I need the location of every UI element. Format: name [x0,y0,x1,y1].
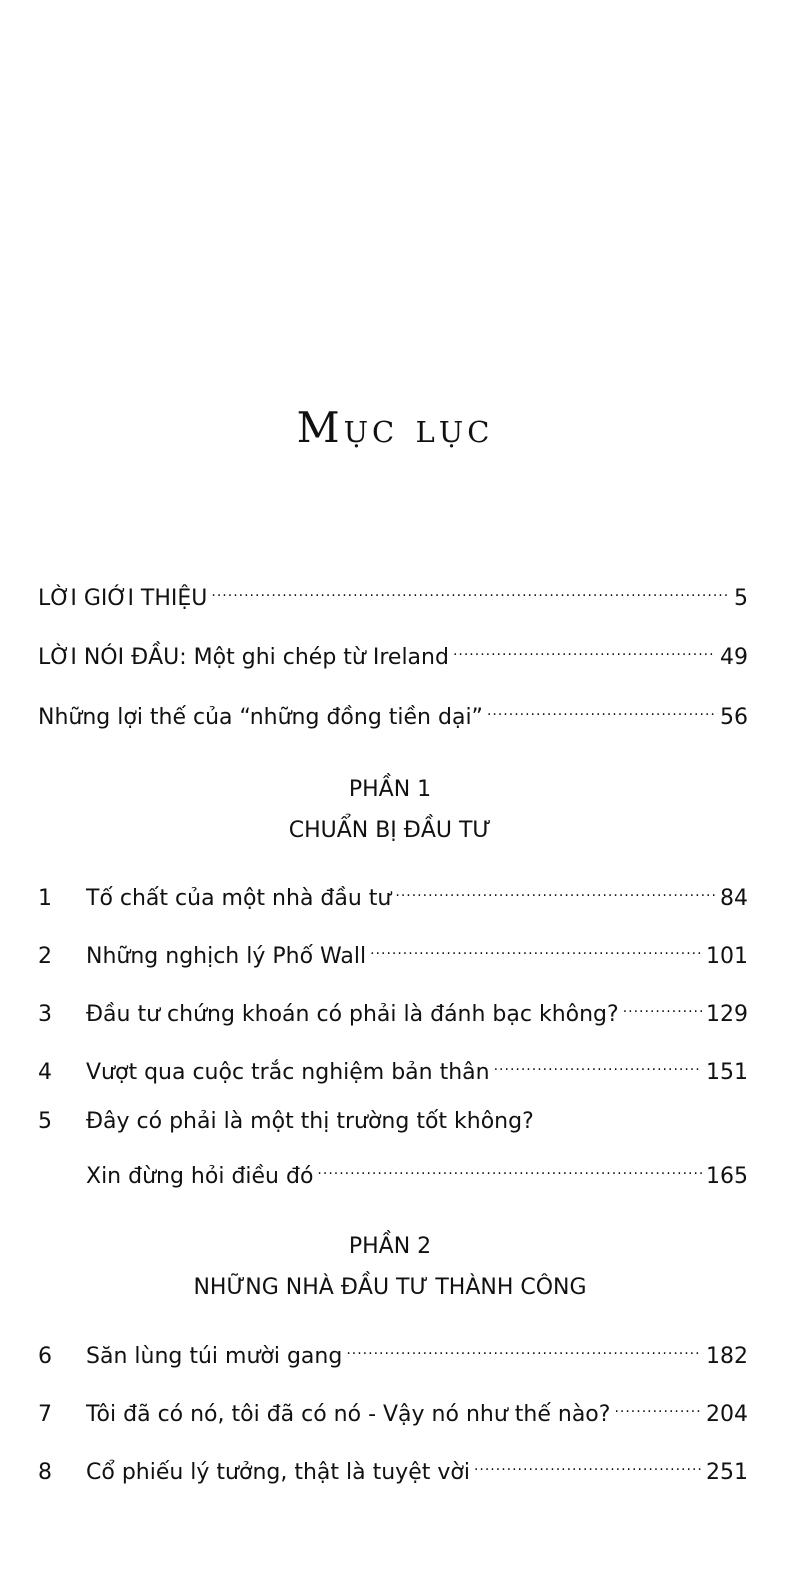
toc-entry-introduction[interactable] [38,575,748,614]
toc-entry-page: 101 [706,944,748,969]
dot-leader [494,1049,702,1079]
dot-leader [346,1333,702,1363]
toc-entry-label: Xin đừng hỏi điều đó [86,1164,314,1189]
toc-entry-label: Tôi đã có nó, tôi đã có nó - Vậy nó như thế nào? [86,1402,611,1427]
chapter-number: 8 [38,1460,52,1485]
toc-entry-label: Đầu tư chứng khoán có phải là đánh bạc không? [86,1002,619,1027]
toc-chapter-4[interactable] [38,1049,748,1088]
toc-chapter-8[interactable] [38,1449,748,1488]
dot-leader [614,1391,702,1421]
toc-entry-page: 56 [720,705,748,730]
toc-chapter-5-line2[interactable] [38,1153,748,1192]
toc-entry-page: 84 [720,886,748,911]
toc-entry-page: 49 [720,645,748,670]
toc-entry-preface[interactable] [38,634,748,673]
part-2-heading: PHẦN 2 [348,1234,432,1259]
toc-entry-label: Vượt qua cuộc trắc nghiệm bản thân [86,1060,490,1085]
toc-entry-label: Cổ phiếu lý tưởng, thật là tuyệt vời [86,1460,470,1485]
toc-entry-label: Những lợi thế của “những đồng tiền dại” [38,705,483,730]
toc-entry-label: Săn lùng túi mười gang [86,1344,343,1369]
chapter-number: 7 [38,1402,52,1427]
chapter-number: 5 [38,1109,52,1134]
toc-entry-page: 165 [706,1164,748,1189]
dot-leader [623,991,702,1021]
toc-entry-label: Những nghịch lý Phố Wall [86,944,367,969]
toc-entry-page: 5 [734,586,748,611]
toc-chapter-2[interactable] [38,933,748,972]
page-title-text: Mục lục [296,403,494,452]
chapter-number: 1 [38,886,52,911]
part-1-title: CHUẨN BỊ ĐẦU TƯ [288,818,492,843]
toc-chapter-6[interactable] [38,1333,748,1372]
toc-entry-page: 151 [706,1060,748,1085]
dot-leader [487,694,716,724]
dot-leader [474,1449,702,1479]
part-1-heading: PHẦN 1 [348,777,432,802]
dot-leader [211,575,730,605]
toc-entry-advantages[interactable] [38,694,748,733]
dot-leader [453,634,716,664]
toc-entry-page: 204 [706,1402,748,1427]
toc-entry-label: LỜI NÓI ĐẦU: Một ghi chép từ Ireland [38,645,449,670]
toc-chapter-1[interactable] [38,875,748,914]
dot-leader [395,875,716,905]
part-2-title: NHỮNG NHÀ ĐẦU TƯ THÀNH CÔNG [193,1275,587,1300]
chapter-number: 2 [38,944,52,969]
toc-entry-page: 129 [706,1002,748,1027]
page-title [0,403,790,452]
chapter-number: 4 [38,1060,52,1085]
toc-entry-label: LỜI GIỚI THIỆU [38,586,208,611]
toc-entry-label: Tố chất của một nhà đầu tư [86,886,392,911]
chapter-number: 6 [38,1344,52,1369]
toc-entry-page: 182 [706,1344,748,1369]
toc-chapter-7[interactable] [38,1391,748,1430]
dot-leader [370,933,702,963]
toc-entry-label-line1: Đây có phải là một thị trường tốt không? [86,1109,534,1134]
chapter-number: 3 [38,1002,52,1027]
toc-chapter-5-line1[interactable] [38,1107,748,1137]
toc-chapter-3[interactable] [38,991,748,1030]
toc-entry-page: 251 [706,1460,748,1485]
dot-leader [317,1153,702,1183]
